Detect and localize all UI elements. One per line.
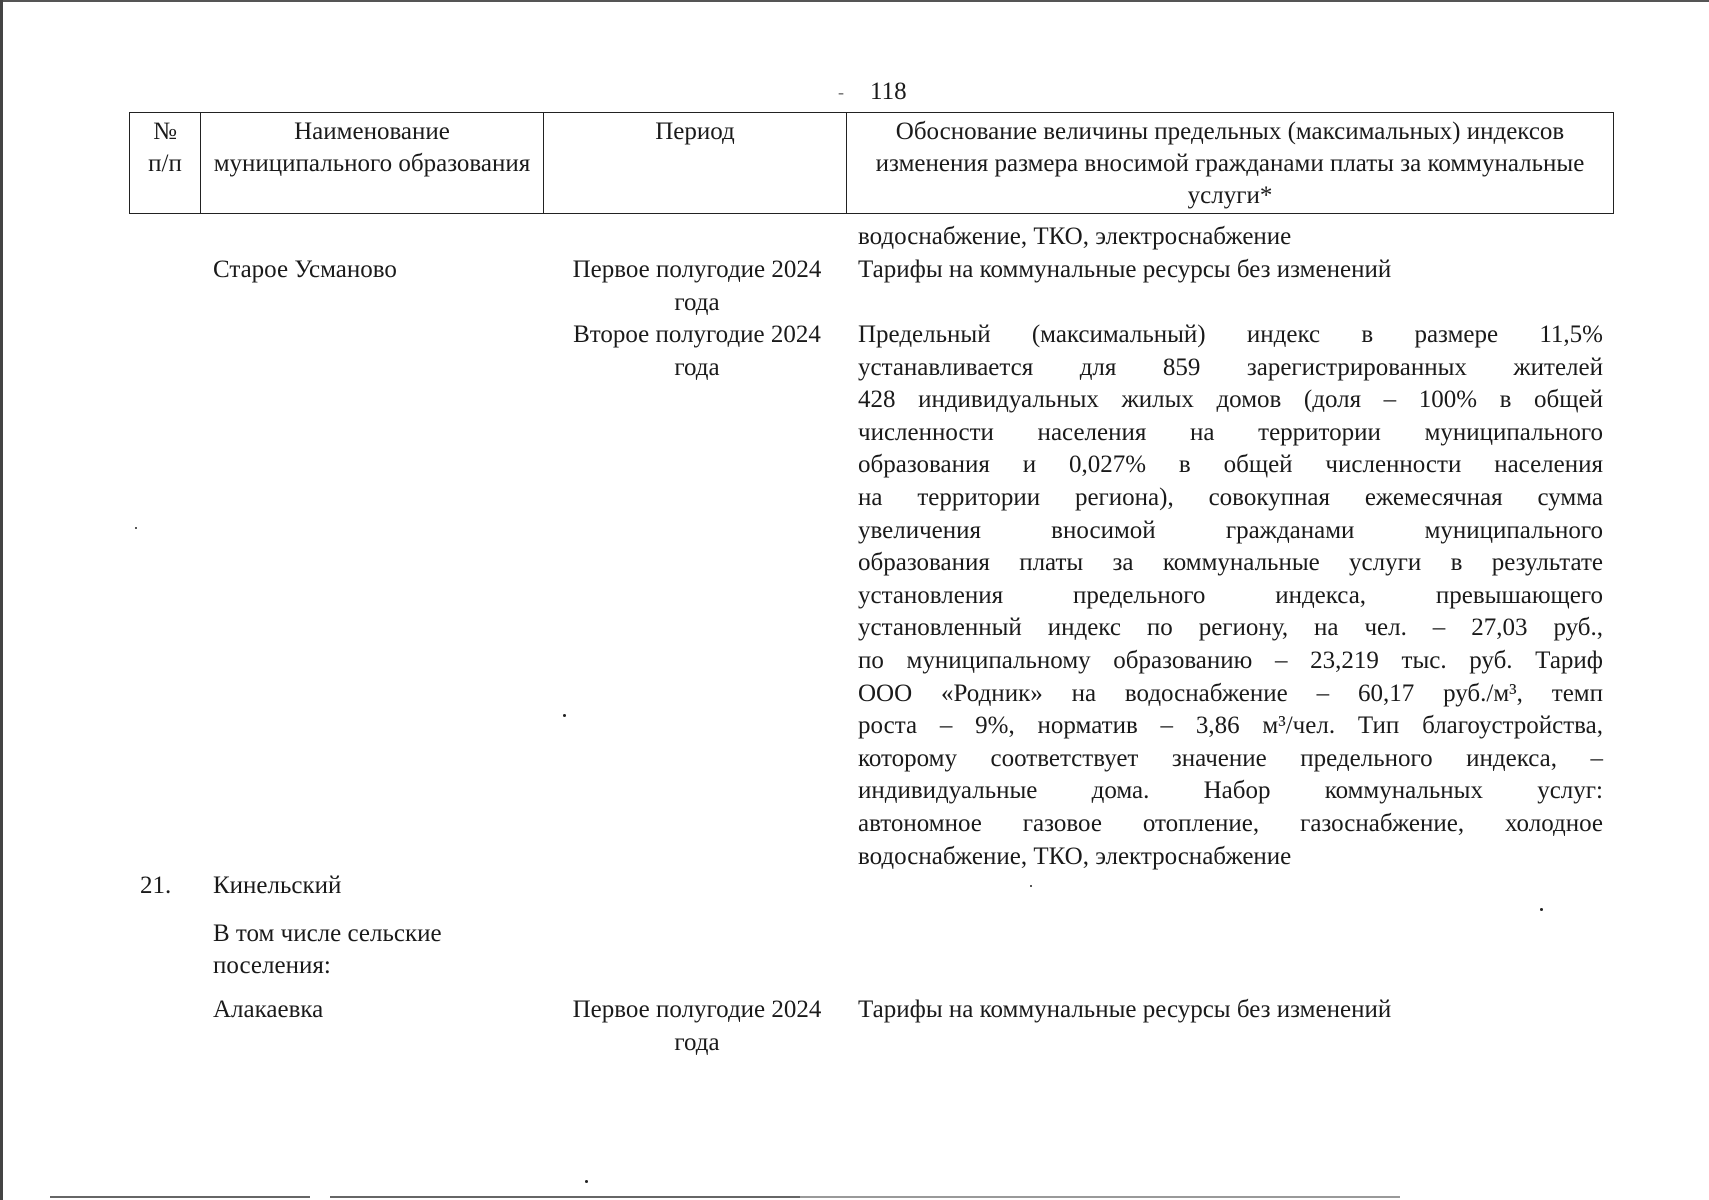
- basis-line: установленный индекс по региону, на чел. – 27,03 руб.,: [858, 614, 1603, 642]
- basis-line: увеличения вносимой гражданами муниципального: [858, 516, 1603, 544]
- period-first-half-alakaevka: Первое полугодие 2024 года: [572, 996, 822, 1056]
- basis-staroe-second-half: [858, 319, 1603, 873]
- district-name-kinelsky: Кинельский: [213, 872, 342, 899]
- bottom-rule-3: [800, 1196, 1400, 1198]
- scan-border-top: [0, 0, 1709, 2]
- basis-line: образования платы за коммунальные услуги в результате: [858, 549, 1603, 577]
- basis-staroe-first-half: Тарифы на коммунальные ресурсы без изменений: [858, 256, 1392, 283]
- header-col-basis: Обоснование величины предельных (максимальных) индексов изменения размера вносимой гражданами платы за коммунальные услуги*: [847, 113, 1614, 214]
- basis-line: водоснабжение, ТКО, электроснабжение: [858, 842, 1292, 870]
- rural-settlements-subtitle-line1: В том числе сельские: [213, 920, 442, 947]
- basis-line: ООО «Родник» на водоснабжение – 60,17 руб./м³, темп: [858, 679, 1603, 707]
- bottom-rule-2: [330, 1196, 800, 1198]
- scan-speck: [1540, 908, 1543, 911]
- basis-line: численности населения на территории муниципального: [858, 418, 1603, 446]
- scan-speck: [585, 1180, 588, 1183]
- municipality-name-alakaevka: Алакаевка: [213, 996, 324, 1023]
- basis-line: образования и 0,027% в общей численности населения: [858, 451, 1603, 479]
- header-col-name: Наименование муниципального образования: [201, 113, 544, 214]
- continuation-line: водоснабжение, ТКО, электроснабжение: [858, 223, 1292, 250]
- page-number: 118: [870, 78, 907, 105]
- period-first-half-staroe: Первое полугодие 2024 года: [572, 256, 822, 316]
- basis-line: роста – 9%, норматив – 3,86 м³/чел. Тип благоустройства,: [858, 712, 1603, 740]
- scan-speck: [1030, 885, 1032, 887]
- basis-line: на территории региона), совокупная ежемесячная сумма: [858, 483, 1603, 511]
- rural-settlements-subtitle-line2: поселения:: [213, 952, 331, 979]
- scan-speck: [135, 527, 137, 529]
- basis-line: Предельный (максимальный) индекс в размере 11,5%: [858, 321, 1603, 348]
- header-col-period: Период: [544, 113, 847, 214]
- scan-border-left: [0, 0, 3, 1200]
- basis-line: автономное газовое отопление, газоснабжение, холодное: [858, 809, 1603, 837]
- basis-line: установления предельного индекса, превышающего: [858, 581, 1603, 609]
- entry-number-21: 21.: [140, 872, 172, 899]
- basis-line: устанавливается для 859 зарегистрированных жителей: [858, 353, 1603, 381]
- basis-line: которому соответствует значение предельного индекса, –: [858, 744, 1603, 772]
- header-col-number: № п/п: [130, 113, 201, 214]
- table-header: [129, 112, 1614, 214]
- basis-line: по муниципальному образованию – 23,219 тыс. руб. Тариф: [858, 646, 1603, 674]
- basis-line: 428 индивидуальных жилых домов (доля – 100% в общей: [858, 386, 1603, 414]
- scan-speck: [563, 714, 566, 717]
- basis-alakaevka-first-half: Тарифы на коммунальные ресурсы без изменений: [858, 996, 1392, 1023]
- municipality-name-staroe-usmanovo: Старое Усманово: [213, 256, 397, 283]
- basis-line: индивидуальные дома. Набор коммунальных услуг:: [858, 777, 1603, 805]
- bottom-rule-1: [50, 1196, 310, 1198]
- period-second-half-staroe: Второе полугодие 2024 года: [573, 321, 821, 381]
- page-number-dash: -: [838, 82, 844, 102]
